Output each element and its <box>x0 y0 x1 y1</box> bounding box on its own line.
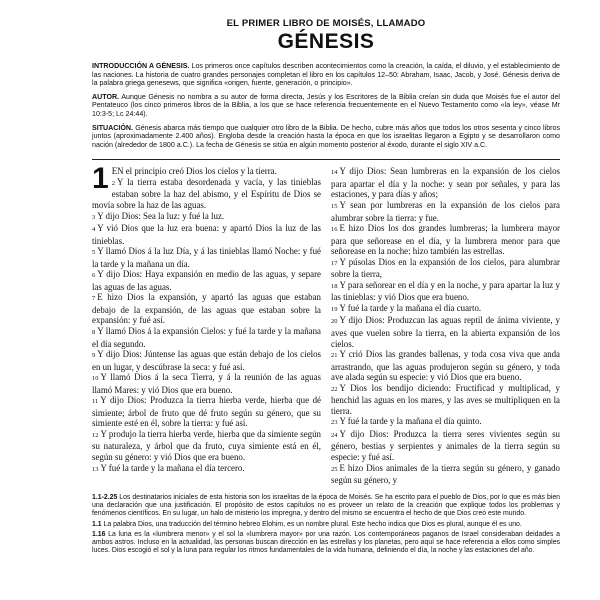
verse-number: 10 <box>92 375 99 383</box>
note-text: La palabra Dios, una traducción del término hebreo Elohim, es un nombre plural. Este hecho indica que Dios es plural, aunque él es uno. <box>103 520 522 528</box>
verse-number: 25 <box>331 465 338 473</box>
intro-paragraph <box>92 62 560 88</box>
verse <box>92 269 321 292</box>
verse-text: Y la tierra estaba desordenada y vacía, y las tinieblas estaban sobre la haz del abismo, y el Espíritu de Dios se movía sobre la haz de las aguas. <box>92 176 321 210</box>
scripture-column-left <box>92 162 321 485</box>
verse-number: 14 <box>331 169 338 177</box>
note-text: Los destinatarios iniciales de esta historia son los israelitas de la época de Moisés. Se ha escrito para el pueblo de Dios, por lo que es más bien una declaración que una justificación. El propósito de estos capítulos no es proveer un relato de la creación que explique todos los problemas y fenómenos científicos. En su lugar, un halo de misterio los impregna, y dentro del mismo se encuentra el hecho de que Dios creó este mundo. <box>92 493 560 518</box>
verse <box>331 257 560 280</box>
verse-text: Y dijo Dios: Produzca la tierra seres vivientes según su género, bestias y serpientes y animales de la tierra según su especie: y fué así. <box>331 428 560 463</box>
note-ref: 1.16 <box>92 530 106 538</box>
verse-number: 3 <box>92 213 96 221</box>
verse-text: Y Dios los bendijo diciendo: Fructificad y multiplicad, y henchid las aguas en los mares, y las aves se multipliquen en la tierra. <box>331 382 560 416</box>
verse-text: E hizo Dios la expansión, y apartó las aguas que estaban debajo de la expansión, de las aguas que estaban sobre la expansión: y fué así. <box>92 292 321 326</box>
verse <box>331 429 560 463</box>
verse-text: EN el principio creó Dios los cielos y la tierra. <box>111 166 277 177</box>
verse <box>331 200 560 223</box>
verse-number: 4 <box>92 226 96 234</box>
verse-text: Y vió Dios que la luz era buena: y apartó Dios la luz de las tinieblas. <box>92 223 321 246</box>
verse <box>92 211 321 224</box>
scripture-columns <box>92 162 560 486</box>
verse-text: Y fué la tarde y la mañana el día cuarto. <box>339 302 482 313</box>
verse-text: E hizo Dios animales de la tierra según su género, y ganado según su género, y <box>331 462 560 486</box>
setting-paragraph <box>92 124 560 150</box>
verse <box>331 223 560 257</box>
verse-number: 23 <box>331 419 338 427</box>
verse <box>92 326 321 349</box>
verse-text: Y dijo Dios: Sea la luz: y fué la luz. <box>97 210 225 221</box>
verse-text: Y dijo Dios: Haya expansión en medio de las aguas, y separe las aguas de las aguas. <box>92 269 321 292</box>
verse <box>331 166 560 200</box>
verse-number: 8 <box>92 329 96 336</box>
verse-text: Y dijo Dios: Produzcan las aguas reptil de ánima viviente, y aves que vuelen sobre la tierra, en la abierta expansión de los cielos. <box>331 315 560 349</box>
verse <box>331 416 560 429</box>
study-note <box>92 494 560 519</box>
verse <box>92 463 321 476</box>
introduction <box>92 62 560 149</box>
study-notes <box>92 494 560 556</box>
verse-text: Y sean por lumbreras en la expansión de los cielos para alumbrar sobre la tierra: y fue. <box>331 199 560 223</box>
verse <box>92 429 321 463</box>
verse-number: 5 <box>92 249 96 257</box>
verse-text: Y púsolas Dios en la expansión de los cielos, para alumbrar sobre la tierra, <box>331 256 560 280</box>
verse <box>331 349 560 383</box>
verse-text: Y dijo Dios: Júntense las aguas que están debajo de los cielos en un lugar, y descúbrase la seca: y fué así. <box>92 349 321 372</box>
verse-number: 7 <box>92 295 96 303</box>
verse-number: 18 <box>331 282 338 290</box>
author-paragraph <box>92 93 560 119</box>
verse-text: Y llamó Dios á la expansión Cielos: y fué la tarde y la mañana el día segundo. <box>92 326 321 349</box>
verse-number: 15 <box>331 202 338 210</box>
verse-number: 13 <box>92 465 99 473</box>
verse-number: 6 <box>92 272 96 280</box>
verse <box>92 395 321 429</box>
verse-text: Y fué la tarde y la mañana el día quinto. <box>339 416 482 427</box>
note-text: La luna es la «lumbrera menor» y el sol la «lumbrera mayor» por una razón. Los contemporáneos paganos de Israel consideraban deidades a ambos astros. Incluso en la actualidad, las personas buscan dirección en las estrellas y los planetas, pero aquí se hace referencia a ellos como simples luces. Dios escogió el sol y la luna para regular los ritmos fundamentales de la vida humana, definiendo el día, la noche y las estaciones del año. <box>92 530 560 555</box>
note-ref: 1.1 <box>92 520 102 528</box>
verse-text: Y dijo Dios: Produzca la tierra hierba verde, hierba que dé simiente; árbol de fruto que dé fruto según su género, que su simiente esté en él, sobre la tierra: y fué así. <box>92 395 321 429</box>
verse-text: Y produjo la tierra hierba verde, hierba que da simiente según su naturaleza, y árbol que da fruto, cuya simiente está en él, según su género: y vió Dios que era bueno. <box>92 428 321 463</box>
verse <box>331 463 560 486</box>
verse <box>92 223 321 246</box>
verse-number: 11 <box>92 398 99 406</box>
verse-text: E hizo Dios los dos grandes lumbreras; la lumbrera mayor para que señorease en el día, y la lumbrera menor para que señorease en la noche: hizo también las estrellas. <box>331 223 560 257</box>
verse <box>92 177 321 211</box>
verse-number: 19 <box>331 305 338 313</box>
verse <box>92 166 321 177</box>
verse-text: Y llamó Dios á la seca Tierra, y á la reunión de las aguas llamó Mares: y vió Dios que era bueno. <box>92 372 321 395</box>
verse <box>331 315 560 349</box>
verse <box>331 280 560 303</box>
verse-number: 16 <box>331 226 338 234</box>
verse-number: 2 <box>111 179 115 187</box>
book-title: GÉNESIS <box>277 30 375 53</box>
chapter-number: 1 <box>92 162 109 196</box>
verse <box>92 349 321 372</box>
verse-number: 17 <box>331 259 338 267</box>
verse-text: Y llamó Dios á la luz Día, y á las tinieblas llamó Noche: y fué la tarde y la mañana un día. <box>92 246 321 269</box>
setting-text: Génesis abarca más tiempo que cualquier otro libro de la Biblia. De hecho, cubre más años que todos los otros sesenta y cinco libros juntos (aproximadamente 2.400 años). Engloba desde la creación hasta la época en que los israelitas llegaron a Egipto y se desarrollaron como nación (alrededor de 1800 a.C.). La fecha de Génesis se sitúa en algún momento posterior al éxodo, durante el siglo XIV a.C. <box>92 123 560 149</box>
study-note <box>92 521 560 529</box>
verse <box>92 246 321 269</box>
verse-number: 12 <box>92 431 99 439</box>
note-ref: 1.1-2.25 <box>92 493 118 501</box>
verse-text: Y crió Dios las grandes ballenas, y toda cosa viva que anda arrastrando, que las aguas produjeron según su género, y toda ave alada según su especie: y vió Dios que era bueno. <box>331 349 560 383</box>
verse-number: 21 <box>331 352 338 360</box>
scripture-column-right <box>331 166 560 485</box>
book-kicker: EL PRIMER LIBRO DE MOISÉS, LLAMADO <box>226 18 426 29</box>
setting-label: SITUACIÓN. <box>92 123 133 132</box>
verse <box>331 383 560 417</box>
verse-number: 24 <box>331 431 338 439</box>
section-divider <box>92 159 560 160</box>
verse-number: 20 <box>331 318 338 326</box>
verse-text: Y para señorear en el día y en la noche, y para apartar la luz y las tinieblas: y vió Dios que era bueno. <box>331 279 560 303</box>
verse-number: 9 <box>92 352 96 360</box>
study-note <box>92 531 560 556</box>
verse-text: Y dijo Dios: Sean lumbreras en la expansión de los cielos para apartar el día y la noche: y sean por señales, y para las estaciones, y para días y años; <box>331 166 560 200</box>
author-label: AUTOR. <box>92 92 120 101</box>
verse-text: Y fué la tarde y la mañana el día tercero. <box>100 462 245 473</box>
verse <box>92 372 321 395</box>
intro-text: Los primeros once capítulos describen acontecimientos como la creación, la caída, el diluvio, y el establecimiento de las naciones. La historia de cuatro grandes personajes completan el libro en los capítulos 12–50: Abraham, Isaac, Jacob, y José. Génesis deriva de la palabra griega genesews, que significa «origen, fuente, generación, o principio». <box>92 62 560 88</box>
intro-label: INTRODUCCIÓN A GÉNESIS. <box>92 62 190 70</box>
verse <box>92 292 321 326</box>
author-text: Aunque Génesis no nombra a su autor de forma directa, Jesús y los Escritores de la Biblia creían sin duda que Moisés fue el autor del Pentateuco (los cinco primeros libros de la Biblia, a los que se hace referencia frecuentemente en el Nuevo Testamento como «la ley», véase Mr 10:3-5; Lc 24:44). <box>92 92 560 118</box>
verse-number: 22 <box>331 385 338 393</box>
verse <box>331 303 560 316</box>
